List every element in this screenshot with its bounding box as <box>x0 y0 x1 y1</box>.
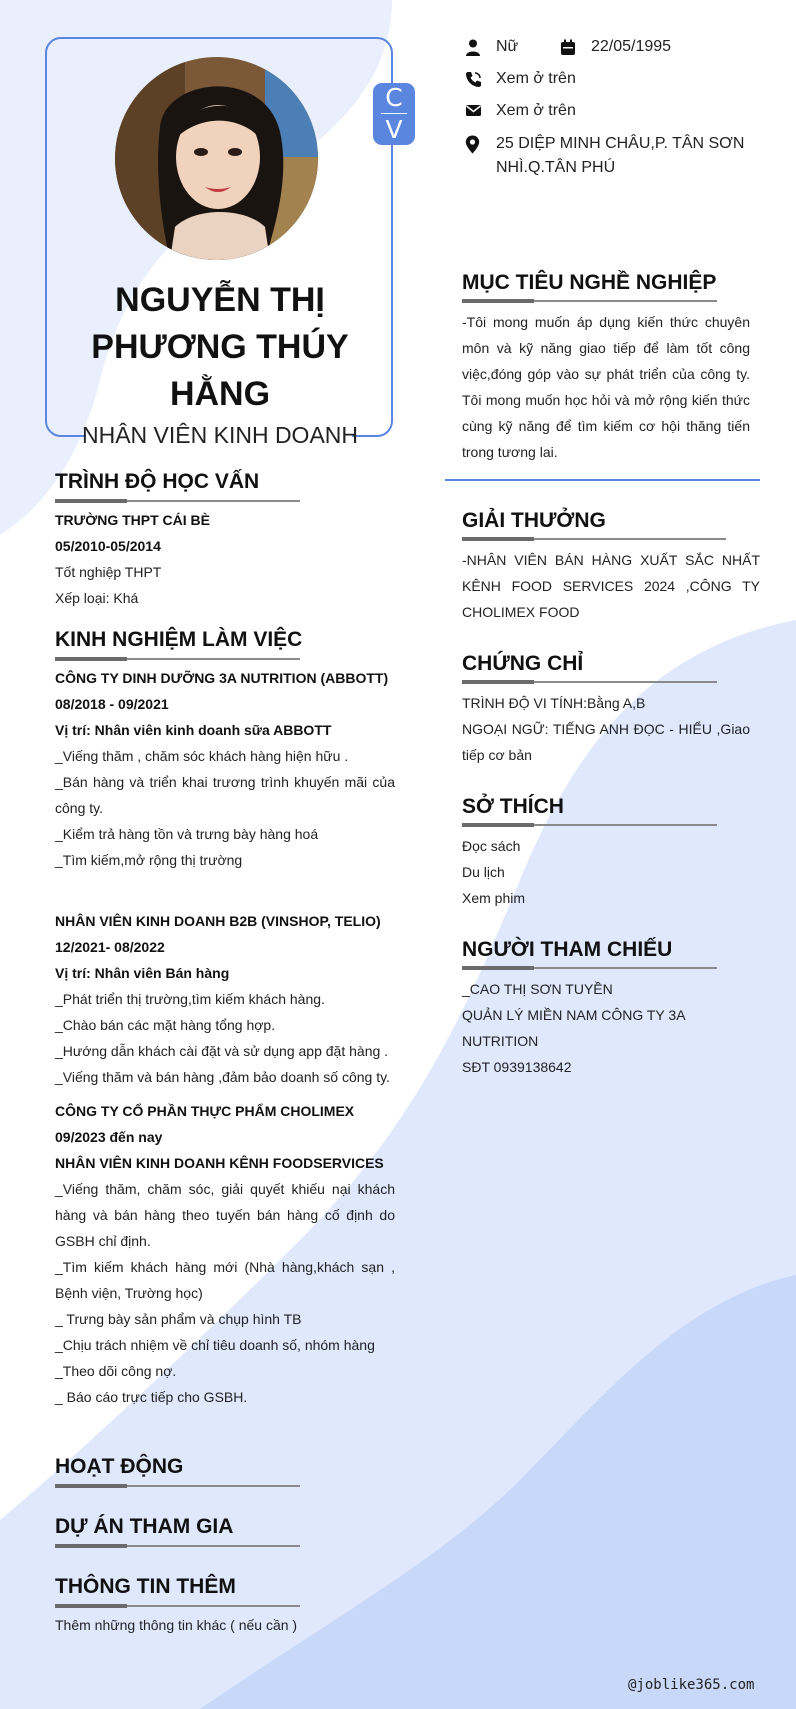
awards-heading: GIẢI THƯỞNG <box>462 509 606 532</box>
user-icon <box>465 39 481 57</box>
job-entry-3 <box>55 1098 395 1410</box>
certificate-line-1: TRÌNH ĐỘ VI TÍNH:Bằng A,B <box>462 695 646 711</box>
hobbies-heading: SỞ THÍCH <box>462 795 564 818</box>
objective-heading: MỤC TIÊU NGHỀ NGHIỆP <box>462 271 717 294</box>
job-1-position: Vị trí: Nhân viên kinh doanh sữa ABBOTT <box>55 722 332 738</box>
cv-badge-divider <box>381 113 407 114</box>
job-3-duty-6: _ Báo cáo trực tiếp cho GSBH. <box>55 1389 248 1405</box>
job-1-duty-3: _Kiểm trả hàng tồn và trưng bày hàng hoá <box>55 826 319 842</box>
certificates-rule <box>462 681 717 683</box>
reference-name: _CAO THỊ SƠN TUYỀN <box>462 981 613 997</box>
projects-heading: DỰ ÁN THAM GIA <box>55 1515 234 1538</box>
name-line-2: PHƯƠNG THÚY <box>91 328 349 366</box>
job-title: NHÂN VIÊN KINH DOANH <box>81 422 359 448</box>
email-value: Xem ở trên <box>496 102 576 119</box>
education-school: TRƯỜNG THPT CÁI BÈ <box>55 512 210 528</box>
certificate-line-2: NGOẠI NGỮ: TIẾNG ANH ĐỌC - HIỂU ,Giao tiếp cơ bản <box>462 721 750 763</box>
job-3-duty-3: _ Trưng bày sản phẩm và chụp hình TB <box>55 1311 302 1327</box>
job-entry-2 <box>55 908 395 1090</box>
phone-row <box>465 70 665 90</box>
experience-heading: KINH NGHIỆM LÀM VIỆC <box>55 628 303 651</box>
job-3-duty-2: _Tìm kiếm khách hàng mới (Nhà hàng,khách sạn , Bệnh viện, Trường học) <box>55 1259 395 1301</box>
more-info-rule <box>55 1605 300 1607</box>
job-2-duty-1: _Phát triển thị trường,tìm kiếm khách hàng. <box>55 991 325 1007</box>
reference-position: QUẢN LÝ MIỀN NAM CÔNG TY 3A NUTRITION <box>462 1007 685 1049</box>
email-row <box>465 102 665 122</box>
certificates-heading: CHỨNG CHỈ <box>462 652 584 675</box>
job-2-period: 12/2021- 08/2022 <box>55 939 165 955</box>
job-3-period: 09/2023 đến nay <box>55 1129 163 1145</box>
job-1-company: CÔNG TY DINH DƯỠNG 3A NUTRITION (ABBOTT) <box>55 670 389 686</box>
cv-badge-letter-v: V <box>385 115 403 144</box>
birthdate-value: 22/05/1995 <box>591 38 672 55</box>
hobbies-rule <box>462 824 717 826</box>
phone-value: Xem ở trên <box>496 70 576 87</box>
activities-rule <box>55 1485 300 1487</box>
cv-badge-letter-c: C <box>385 83 403 112</box>
hobby-2: Du lịch <box>462 864 505 880</box>
address-line-1: 25 DIỆP MINH CHÂU,P. TÂN SƠN <box>496 135 745 152</box>
objective-text: -Tôi mong muốn áp dụng kiến thức chuyên môn và kỹ năng giao tiếp để làm tốt công việc,đóng góp vào sự phát triển của công ty. Tôi mong muốn học hỏi và mở rộng kiến thức cùng kỹ năng để tìm kiếm cơ hội thăng tiến trong tương lai. <box>462 314 750 460</box>
address-line-2: NHÌ.Q.TÂN PHÚ <box>496 159 616 176</box>
job-3-duty-1: _Viếng thăm, chăm sóc, giải quyết khiếu nại khách hàng và bán hàng theo tuyến bán hàng cố định do GSBH chỉ định. <box>55 1181 395 1249</box>
address-row <box>465 134 755 182</box>
map-pin-icon <box>465 135 480 154</box>
job-1-duty-1: _Viếng thăm , chăm sóc khách hàng hiện hữu . <box>55 748 349 764</box>
reference-phone: SĐT 0939138642 <box>462 1059 572 1075</box>
calendar-icon <box>560 39 576 56</box>
references-rule <box>462 967 717 969</box>
objective-rule <box>462 300 717 302</box>
envelope-icon <box>465 103 482 118</box>
education-section <box>55 507 395 611</box>
job-entry-1 <box>55 665 395 873</box>
education-rule <box>55 500 300 502</box>
job-1-duty-4: _Tìm kiếm,mở rộng thị trường <box>55 852 243 868</box>
hobby-3: Xem phim <box>462 890 526 906</box>
more-info-text: Thêm những thông tin khác ( nếu cần ) <box>55 1617 298 1633</box>
profile-avatar <box>115 57 318 260</box>
job-3-company: CÔNG TY CỔ PHẦN THỰC PHẨM CHOLIMEX <box>55 1103 355 1119</box>
gender-value: Nữ <box>496 38 519 55</box>
name-line-1: NGUYỄN THỊ <box>115 281 325 319</box>
awards-rule <box>462 538 726 540</box>
references-heading: NGƯỜI THAM CHIẾU <box>462 938 673 961</box>
birthdate-row <box>560 38 720 58</box>
projects-rule <box>55 1545 300 1547</box>
more-info-heading: THÔNG TIN THÊM <box>55 1575 236 1598</box>
job-1-period: 08/2018 - 09/2021 <box>55 696 169 712</box>
name-line-3: HẰNG <box>169 375 271 413</box>
education-line-2: Xếp loại: Khá <box>55 590 139 606</box>
education-heading: TRÌNH ĐỘ HỌC VẤN <box>55 470 260 493</box>
cv-badge <box>373 83 415 145</box>
references-list <box>462 976 762 1080</box>
experience-rule <box>55 658 300 660</box>
job-3-duty-4: _Chịu trách nhiệm về chỉ tiêu doanh số, nhóm hàng <box>55 1337 375 1353</box>
footer-watermark: @joblike365.com <box>628 1677 755 1693</box>
phone-icon <box>465 71 482 88</box>
job-3-position: NHÂN VIÊN KINH DOANH KÊNH FOODSERVICES <box>55 1155 384 1171</box>
education-line-1: Tốt nghiệp THPT <box>55 564 162 580</box>
hobbies-list <box>462 833 750 911</box>
hobby-1: Đọc sách <box>462 838 521 854</box>
certificates-list <box>462 690 750 768</box>
activities-heading: HOẠT ĐỘNG <box>55 1455 184 1478</box>
awards-text: -NHÂN VIÊN BÁN HÀNG XUẤT SẮC NHẤT KÊNH FOOD SERVICES 2024 ,CÔNG TY CHOLIMEX FOOD <box>462 552 760 620</box>
section-divider <box>445 479 760 481</box>
gender-row <box>465 38 565 58</box>
job-1-duty-2: _Bán hàng và triển khai trương trình khuyến mãi của công ty. <box>55 774 395 816</box>
job-2-duty-3: _Hướng dẫn khách cài đặt và sử dụng app đặt hàng . <box>55 1043 389 1059</box>
job-2-duty-4: _Viếng thăm và bán hàng ,đảm bảo doanh số công ty. <box>55 1069 390 1085</box>
education-period: 05/2010-05/2014 <box>55 538 161 554</box>
address-value <box>496 132 744 180</box>
job-2-duty-2: _Chào bán các mặt hàng tổng hợp. <box>55 1017 276 1033</box>
job-2-position: Vị trí: Nhân viên Bán hàng <box>55 965 230 981</box>
job-3-duty-5: _Theo dõi công nợ. <box>55 1363 177 1379</box>
job-2-company: NHÂN VIÊN KINH DOANH B2B (VINSHOP, TELIO) <box>55 913 381 929</box>
candidate-name <box>55 277 385 418</box>
